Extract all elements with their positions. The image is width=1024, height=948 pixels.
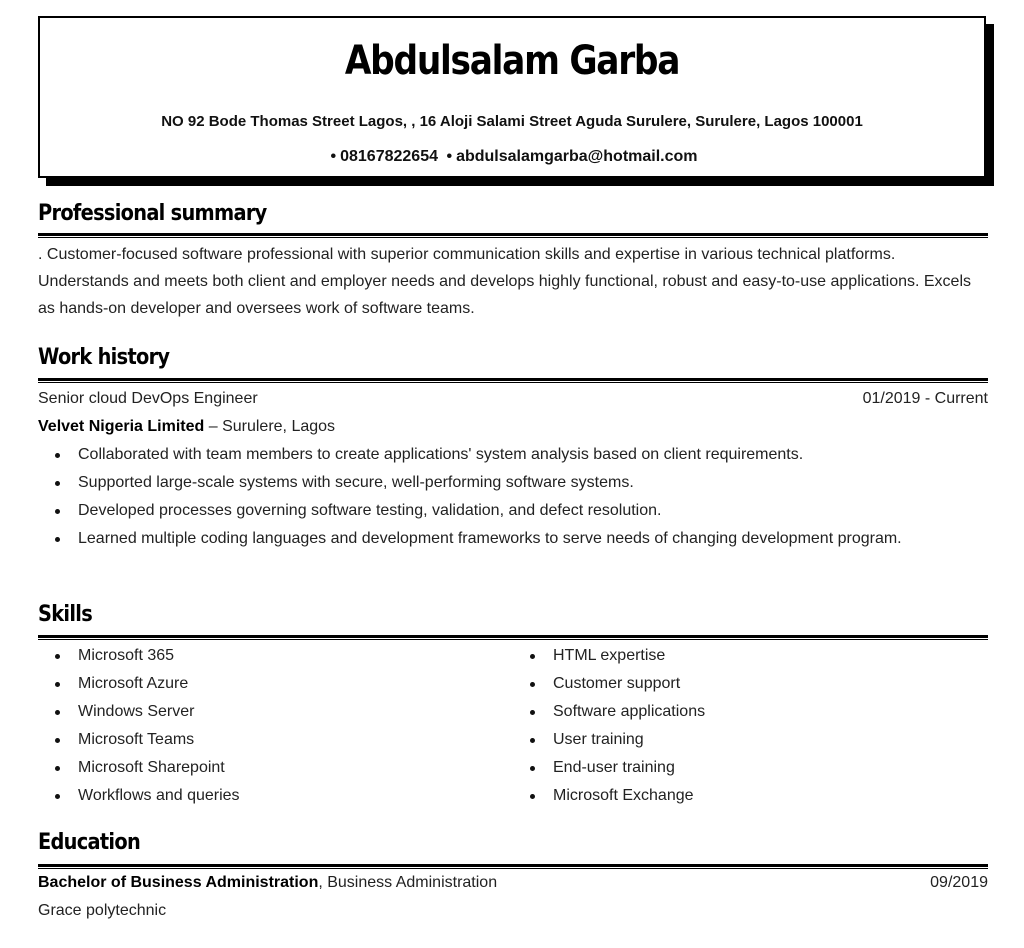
list-item: Microsoft Azure [78,670,988,698]
list-item: Microsoft Exchange [553,782,1024,810]
degree-line [38,874,988,892]
degree: Bachelor of Business Administration [38,874,319,891]
candidate-name: Abdulsalam Garba [344,38,680,84]
list-item: Microsoft Teams [78,726,988,754]
section-divider [38,233,988,238]
list-item: End-user training [553,754,1024,782]
bullet-separator: • [330,148,337,165]
list-item: Learned multiple coding languages and development frameworks to serve needs of changing development program. [78,525,988,553]
job-bullets [38,441,988,553]
list-item: HTML expertise [553,642,1024,670]
bullet-separator: • [446,148,453,165]
summary-text: . Customer-focused software professional with superior communication skills and expertise in various technical platforms. Understands and meets both client and employer needs and develops highly functional, robust and easy-to-use applications. Excels as hands-on developer and oversees work of software teams. [38,246,972,317]
job-header [38,390,988,408]
job-dates: 01/2019 - Current [862,390,988,407]
skills-list-right [513,642,1024,810]
list-item: Supported large-scale systems with secure, well-performing software systems. [78,469,988,497]
section-title-skills: Skills [38,602,93,627]
section-title-education: Education [38,830,141,855]
company-location: – Surulere, Lagos [204,418,336,435]
list-item: Microsoft 365 [78,642,988,670]
school-name: Grace polytechnic [38,902,167,919]
resume-header [38,16,986,178]
section-title-work: Work history [38,345,170,370]
list-item: Windows Server [78,698,988,726]
address: NO 92 Bode Thomas Street Lagos, , 16 Aloji Salami Street Aguda Surulere, Surulere, Lagos 100001 [161,113,863,130]
email: abdulsalamgarba@hotmail.com [456,148,698,165]
section-divider [38,378,988,383]
job-title: Senior cloud DevOps Engineer [38,390,258,407]
section-divider [38,864,988,869]
list-item: Developed processes governing software testing, validation, and defect resolution. [78,497,988,525]
list-item: Software applications [553,698,1024,726]
section-title-summary: Professional summary [38,201,267,226]
section-divider [38,635,988,640]
phone: 08167822654 [340,148,438,165]
company-name: Velvet Nigeria Limited [38,418,205,435]
list-item: Workflows and queries [78,782,988,810]
list-item: Customer support [553,670,1024,698]
company-line [38,418,988,436]
contact-line [40,148,984,166]
list-item: Microsoft Sharepoint [78,754,988,782]
degree-field: , Business Administration [318,874,498,891]
education-date: 09/2019 [930,874,988,891]
list-item: User training [553,726,1024,754]
list-item: Collaborated with team members to create applications' system analysis based on client requirements. [78,441,988,469]
